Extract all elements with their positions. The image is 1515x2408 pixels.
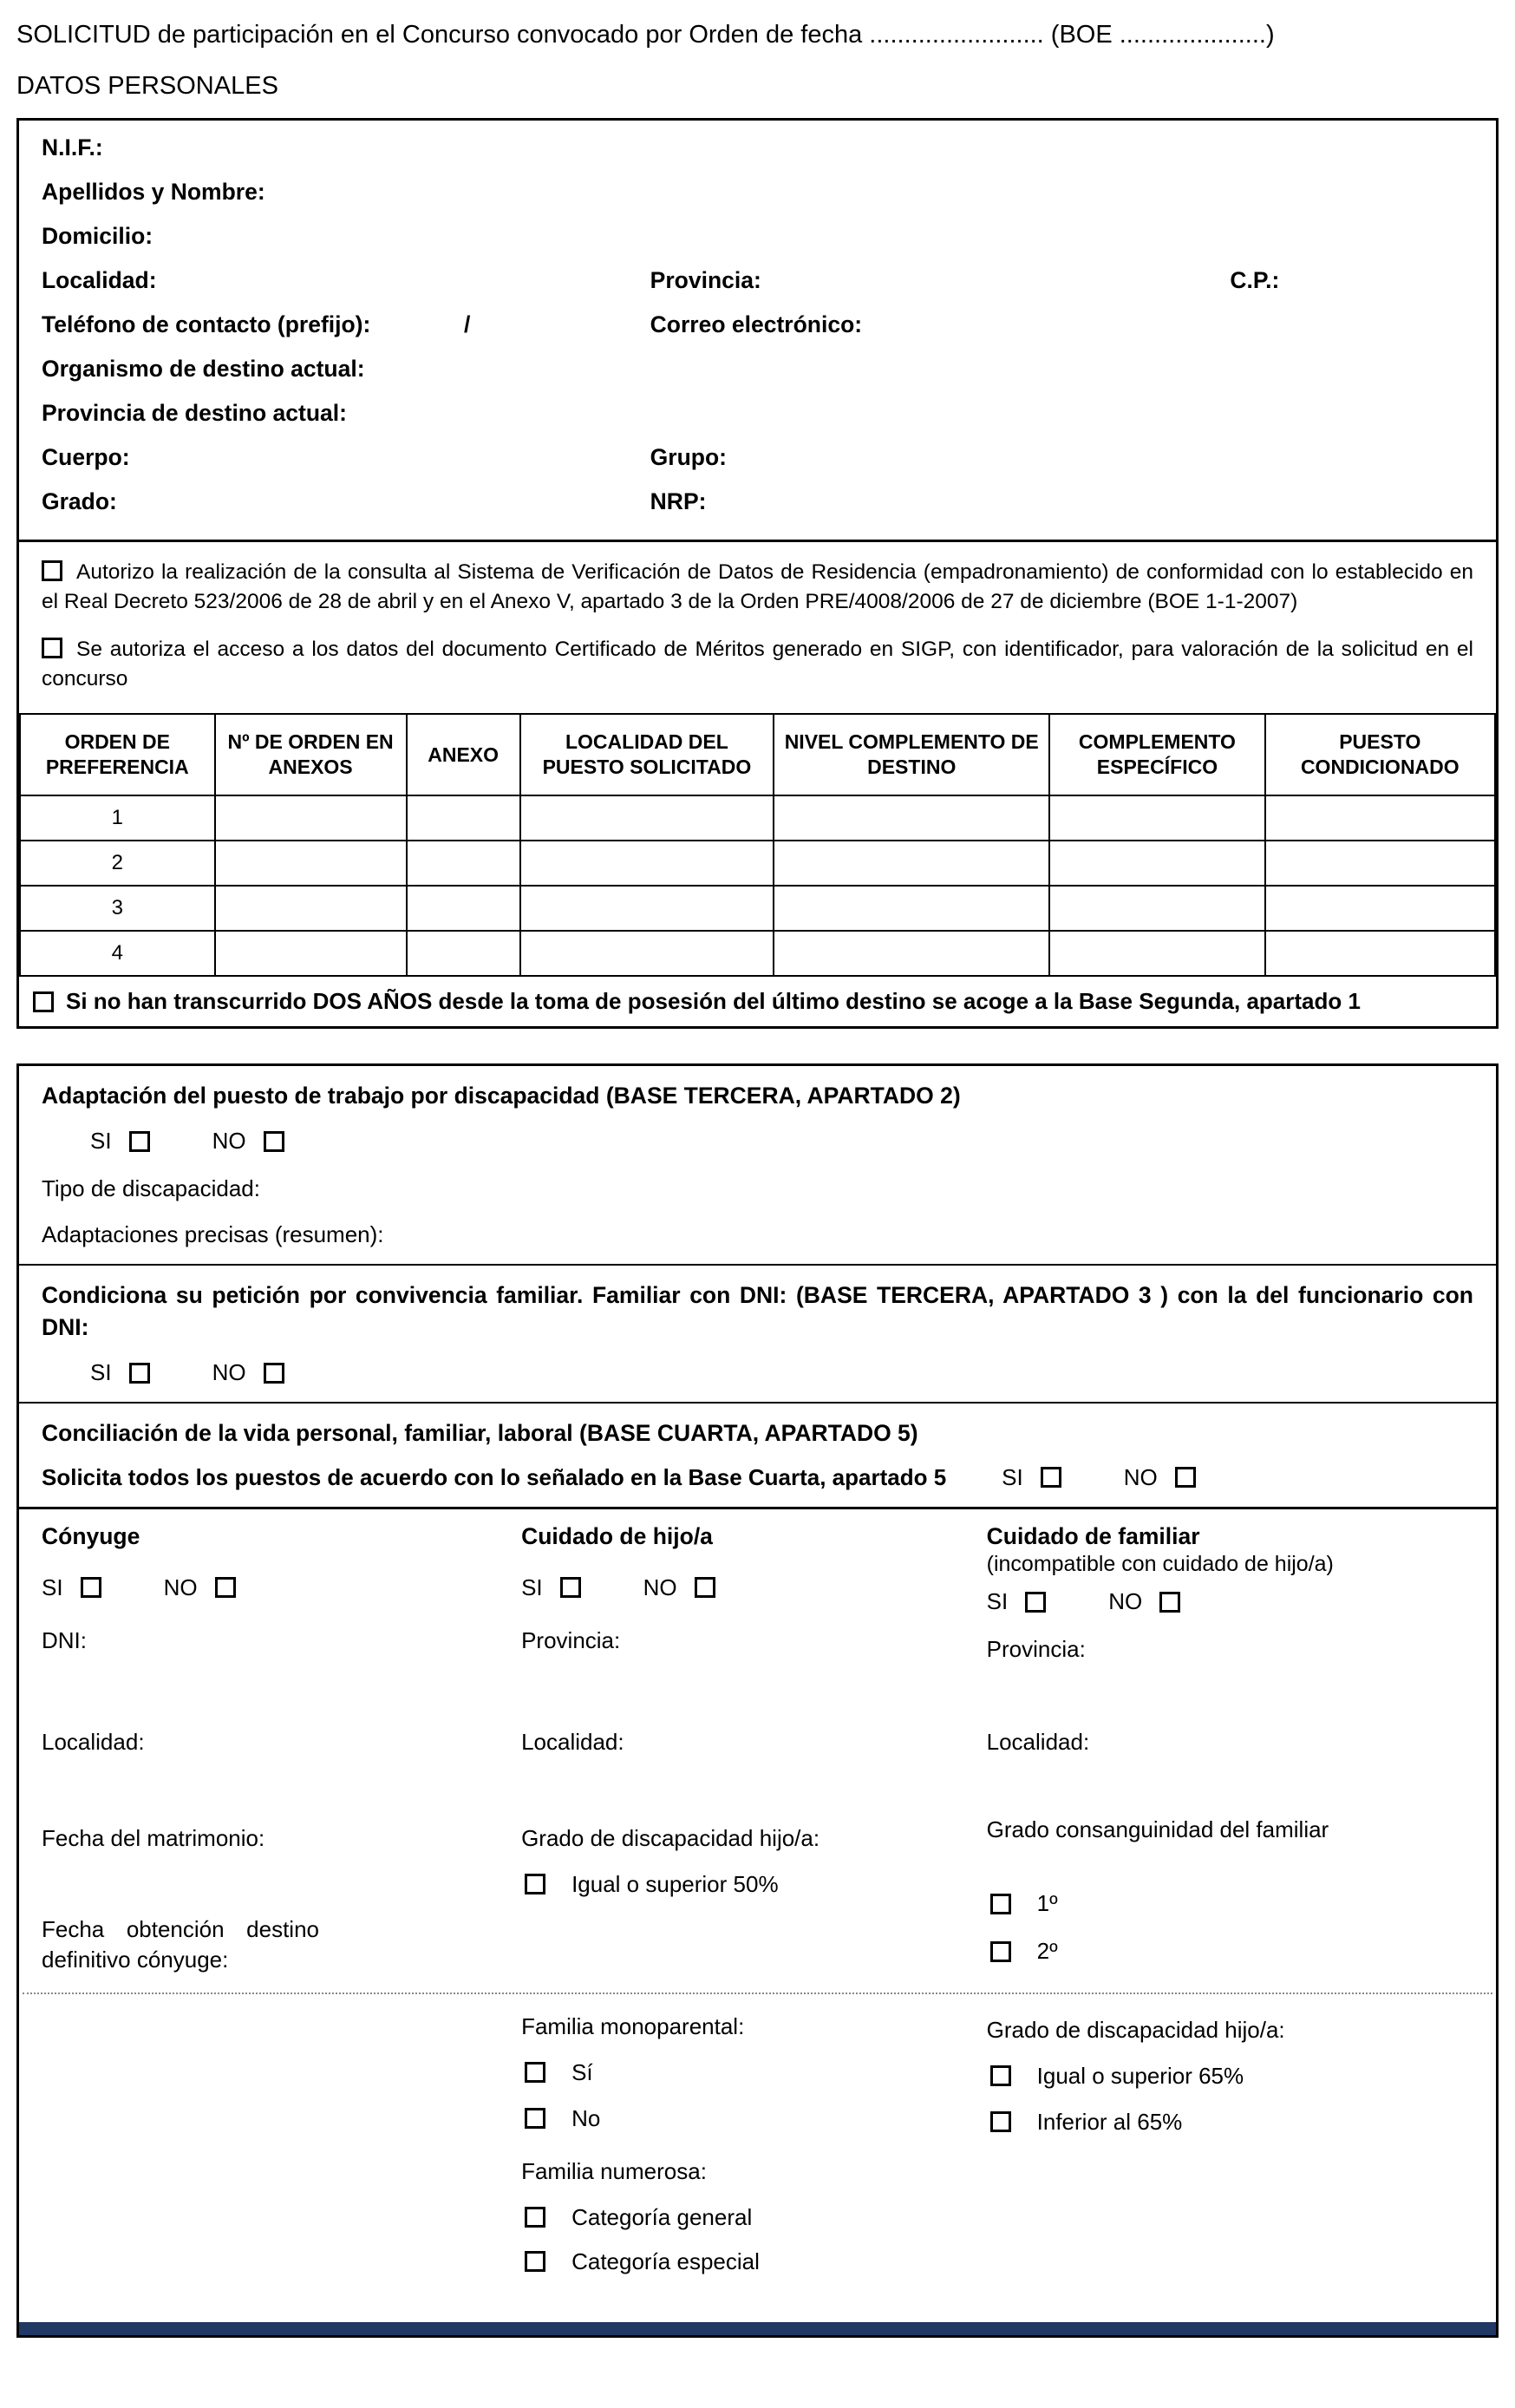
discapacidad-50-label: Igual o superior 50% xyxy=(571,1870,779,1897)
col-header-nivel-complemento: NIVEL COMPLEMENTO DE DESTINO xyxy=(774,714,1049,795)
si-label: SI xyxy=(521,1574,543,1600)
row-localidad xyxy=(42,267,1473,311)
localidad-label: Localidad: xyxy=(42,267,157,293)
table-cell-empty[interactable] xyxy=(1049,841,1264,886)
col-header-complemento-especifico: COMPLEMENTO ESPECÍFICO xyxy=(1049,714,1264,795)
discapacidad-65-igual-label: Igual o superior 65% xyxy=(1036,2062,1244,2089)
col-header-orden-anexos: Nº DE ORDEN EN ANEXOS xyxy=(215,714,407,795)
checkbox-base-segunda[interactable] xyxy=(33,991,54,1012)
family-columns-top xyxy=(19,1507,1496,1992)
solicita-text: Solicita todos los puestos de acuerdo con lo señalado en la Base Cuarta, apartado 5 xyxy=(42,1463,947,1490)
orden-preferencia-cell: 3 xyxy=(20,886,215,931)
adaptacion-section xyxy=(19,1066,1496,1264)
table-cell-empty[interactable] xyxy=(215,886,407,931)
col-header-localidad-puesto: LOCALIDAD DEL PUESTO SOLICITADO xyxy=(520,714,774,795)
conyuge-localidad-label: Localidad: xyxy=(42,1728,145,1755)
bottom-bar xyxy=(19,2322,1496,2335)
row-cuerpo xyxy=(42,444,1473,488)
grupo-label: Grupo: xyxy=(650,444,727,470)
checkbox-conyuge-si[interactable] xyxy=(81,1577,101,1598)
checkbox-consanguinidad-2[interactable] xyxy=(990,1941,1011,1962)
checkbox-convivencia-no[interactable] xyxy=(264,1363,284,1384)
no-label: NO xyxy=(643,1574,677,1600)
checkbox-adaptacion-si[interactable] xyxy=(129,1131,150,1152)
adaptaciones-precisas-label: Adaptaciones precisas (resumen): xyxy=(42,1221,384,1248)
col-header-puesto-condicionado: PUESTO CONDICIONADO xyxy=(1265,714,1495,795)
consanguinidad-1-label: 1º xyxy=(1036,1890,1058,1917)
table-row xyxy=(20,795,1495,841)
familia-numerosa-label: Familia numerosa: xyxy=(521,2157,707,2184)
hijo-si-no-row xyxy=(521,1574,973,1601)
domicilio-label: Domicilio: xyxy=(42,223,153,249)
col-header-orden-preferencia: ORDEN DE PREFERENCIA xyxy=(20,714,215,795)
base-segunda-row xyxy=(19,977,1496,1026)
telefono-separator: / xyxy=(464,311,471,337)
categoria-especial-label: Categoría especial xyxy=(571,2248,760,2274)
organismo-label: Organismo de destino actual: xyxy=(42,356,365,382)
table-cell-empty[interactable] xyxy=(774,841,1049,886)
table-cell-empty[interactable] xyxy=(407,841,520,886)
form-title: SOLICITUD de participación en el Concurso convocado por Orden de fecha ......................... (BOE .....................) xyxy=(16,21,1275,49)
checkbox-discapacidad-50[interactable] xyxy=(525,1874,545,1894)
hijo-localidad-label: Localidad: xyxy=(521,1728,624,1755)
row-organismo xyxy=(42,356,1473,400)
conyuge-si-no-row xyxy=(42,1574,507,1601)
consanguinidad-2-label: 2º xyxy=(1036,1938,1058,1965)
row-nif xyxy=(42,134,1473,179)
orden-preferencia-cell: 2 xyxy=(20,841,215,886)
grado-consanguinidad-label: Grado consanguinidad del familiar xyxy=(986,1816,1329,1843)
conyuge-column xyxy=(42,1523,521,1975)
apellidos-label: Apellidos y Nombre: xyxy=(42,179,265,205)
checkbox-discapacidad-65-inferior[interactable] xyxy=(990,2111,1011,2132)
table-cell-empty[interactable] xyxy=(774,886,1049,931)
conyuge-title: Cónyuge xyxy=(42,1522,140,1549)
table-row xyxy=(20,931,1495,976)
checkbox-familiar-si[interactable] xyxy=(1025,1592,1046,1613)
table-cell-empty[interactable] xyxy=(215,795,407,841)
hijo-grado-discapacidad-label: Grado de discapacidad hijo/a: xyxy=(521,1824,820,1851)
cuidado-hijo-column-bottom xyxy=(521,2003,987,2275)
nif-label: N.I.F.: xyxy=(42,134,103,160)
no-label: NO xyxy=(1123,1463,1158,1490)
solicita-row xyxy=(42,1464,1473,1491)
si-label: SI xyxy=(1002,1463,1023,1490)
col-header-anexo: ANEXO xyxy=(407,714,520,795)
checkbox-hijo-no[interactable] xyxy=(695,1577,715,1598)
conciliacion-title: Conciliación de la vida personal, familiar, laboral (BASE CUARTA, APARTADO 5) xyxy=(42,1420,918,1447)
cuidado-familiar-subtitle: (incompatible con cuidado de hijo/a) xyxy=(986,1551,1334,1576)
row-grado xyxy=(42,488,1473,533)
si-label: SI xyxy=(986,1588,1009,1615)
table-cell-empty[interactable] xyxy=(520,841,774,886)
checkbox-autoriza-sigp[interactable] xyxy=(42,638,62,658)
table-row xyxy=(20,886,1495,931)
table-cell-empty[interactable] xyxy=(1265,795,1495,841)
table-cell-empty[interactable] xyxy=(520,795,774,841)
fecha-matrimonio-label: Fecha del matrimonio: xyxy=(42,1824,265,1851)
correo-label: Correo electrónico: xyxy=(650,311,863,337)
checkbox-familiar-no[interactable] xyxy=(1159,1592,1180,1613)
si-label: SI xyxy=(90,1128,112,1155)
table-cell-empty[interactable] xyxy=(1049,795,1264,841)
authorization-sigp-text: Se autoriza el acceso a los datos del documento Certificado de Méritos generado en SIGP, con identificador, para valoración de la solicitud en el concurso xyxy=(42,637,1473,690)
checkbox-consanguinidad-1[interactable] xyxy=(990,1894,1011,1914)
cp-label: C.P.: xyxy=(1230,267,1280,293)
convivencia-si-no-row xyxy=(90,1359,1473,1386)
orden-preferencia-cell: 4 xyxy=(20,931,215,976)
checkbox-hijo-si[interactable] xyxy=(560,1577,581,1598)
checkbox-adaptacion-no[interactable] xyxy=(264,1131,284,1152)
provincia-label: Provincia: xyxy=(650,267,761,293)
authorization-residencia-text: Autorizo la realización de la consulta al Sistema de Verificación de Datos de Residencia (empadronamiento) de conformidad con lo establecido en el Real Decreto 523/2006 de 28 de abril y en el Anexo V, apartado 3 de la Orden PRE/4008/2006 de 27 de diciembre (BOE 1-1-2007) xyxy=(42,560,1473,614)
table-cell-empty[interactable] xyxy=(215,841,407,886)
familiar-si-no-row xyxy=(987,1588,1459,1615)
checkbox-conyuge-no[interactable] xyxy=(215,1577,236,1598)
hijo-provincia-label: Provincia: xyxy=(521,1626,621,1653)
monoparental-si-label: Sí xyxy=(571,2058,593,2085)
no-label: NO xyxy=(212,1359,246,1386)
checkbox-numerosa-general[interactable] xyxy=(525,2207,545,2228)
table-cell-empty[interactable] xyxy=(1265,886,1495,931)
authorizations-section xyxy=(19,542,1496,713)
familiar-provincia-label: Provincia: xyxy=(986,1636,1086,1663)
table-cell-empty[interactable] xyxy=(774,795,1049,841)
orden-preferencia-cell: 1 xyxy=(20,795,215,841)
familiar-localidad-label: Localidad: xyxy=(986,1729,1090,1756)
table-cell-empty[interactable] xyxy=(215,931,407,976)
checkbox-solicita-no[interactable] xyxy=(1175,1467,1196,1488)
table-cell-empty[interactable] xyxy=(520,931,774,976)
row-telefono xyxy=(42,311,1473,356)
checkbox-monoparental-no[interactable] xyxy=(525,2108,545,2129)
row-domicilio xyxy=(42,223,1473,267)
cuerpo-label: Cuerpo: xyxy=(42,444,130,470)
authorization-sigp xyxy=(42,635,1473,695)
table-cell-empty[interactable] xyxy=(407,931,520,976)
cuidado-hijo-column xyxy=(521,1523,987,1975)
discapacidad-65-igual-option xyxy=(987,2063,1459,2090)
table-cell-empty[interactable] xyxy=(1265,931,1495,976)
cuidado-familiar-column-bottom xyxy=(987,2003,1473,2275)
authorization-residencia xyxy=(42,558,1473,618)
consanguinidad-1-option xyxy=(987,1890,1459,1917)
adaptacion-title: Adaptación del puesto de trabajo por discapacidad (BASE TERCERA, APARTADO 2) xyxy=(42,1083,961,1109)
personal-data-section xyxy=(19,121,1496,542)
provincia-destino-label: Provincia de destino actual: xyxy=(42,400,347,426)
checkbox-discapacidad-65-igual[interactable] xyxy=(990,2065,1011,2086)
monoparental-no-option xyxy=(521,2105,973,2132)
checkbox-solicita-si[interactable] xyxy=(1041,1467,1061,1488)
si-label: SI xyxy=(42,1574,63,1600)
cuidado-hijo-title: Cuidado de hijo/a xyxy=(521,1522,713,1549)
consanguinidad-2-option xyxy=(987,1938,1459,1965)
condiciones-box xyxy=(16,1063,1499,2338)
cuidado-familiar-title: Cuidado de familiar xyxy=(986,1522,1200,1549)
monoparental-si-option xyxy=(521,2059,973,2086)
no-label: NO xyxy=(1108,1588,1143,1615)
no-label: NO xyxy=(163,1574,198,1600)
familia-monoparental-label: Familia monoparental: xyxy=(521,2012,745,2039)
cuidado-familiar-column xyxy=(987,1523,1473,1975)
section-heading-datos-personales: DATOS PERSONALES xyxy=(16,72,278,100)
table-cell-empty[interactable] xyxy=(1049,886,1264,931)
fecha-obtencion-destino-label: Fecha obtención destino definitivo cónyuge: xyxy=(42,1915,319,1973)
row-provincia-destino xyxy=(42,400,1473,444)
monoparental-no-label: No xyxy=(571,2104,601,2131)
table-cell-empty[interactable] xyxy=(407,886,520,931)
tipo-discapacidad-label: Tipo de discapacidad: xyxy=(42,1175,260,1202)
adaptacion-si-no-row xyxy=(90,1128,1473,1155)
convivencia-section xyxy=(19,1264,1496,1402)
table-header-row xyxy=(20,714,1495,795)
categoria-especial-option xyxy=(521,2248,973,2275)
discapacidad-65-inferior-label: Inferior al 65% xyxy=(1036,2108,1183,2135)
datos-personales-box xyxy=(16,118,1499,1029)
categoria-general-label: Categoría general xyxy=(571,2203,753,2230)
categoria-general-option xyxy=(521,2204,973,2231)
discapacidad-65-inferior-option xyxy=(987,2109,1459,2136)
table-cell-empty[interactable] xyxy=(520,886,774,931)
preferences-table xyxy=(19,713,1496,977)
table-row xyxy=(20,841,1495,886)
table-cell-empty[interactable] xyxy=(1049,931,1264,976)
checkbox-numerosa-especial[interactable] xyxy=(525,2251,545,2272)
row-apellidos xyxy=(42,179,1473,223)
no-label: NO xyxy=(212,1128,246,1155)
checkbox-monoparental-si[interactable] xyxy=(525,2062,545,2083)
table-cell-empty[interactable] xyxy=(1265,841,1495,886)
nrp-label: NRP: xyxy=(650,488,707,514)
convivencia-title: Condiciona su petición por convivencia familiar. Familiar con DNI: (BASE TERCERA, APARTADO 3 ) con la del funcionario con DNI: xyxy=(42,1282,1473,1341)
grado-label: Grado: xyxy=(42,488,117,514)
table-cell-empty[interactable] xyxy=(774,931,1049,976)
telefono-label: Teléfono de contacto (prefijo): xyxy=(42,311,371,337)
family-columns-bottom xyxy=(19,1994,1496,2296)
table-cell-empty[interactable] xyxy=(407,795,520,841)
checkbox-autorizo-residencia[interactable] xyxy=(42,560,62,581)
discapacidad-50-option xyxy=(521,1871,973,1898)
checkbox-convivencia-si[interactable] xyxy=(129,1363,150,1384)
conyuge-column-empty xyxy=(42,2003,521,2275)
si-label: SI xyxy=(90,1359,112,1386)
conyuge-dni-label: DNI: xyxy=(42,1626,87,1653)
familiar-grado-discapacidad-label: Grado de discapacidad hijo/a: xyxy=(986,2016,1285,2043)
conciliacion-section xyxy=(19,1402,1496,1506)
solicita-si-no xyxy=(1002,1464,1196,1491)
base-segunda-text: Si no han transcurrido DOS AÑOS desde la toma de posesión del último destino se acoge a la Base Segunda, apartado 1 xyxy=(66,988,1361,1015)
